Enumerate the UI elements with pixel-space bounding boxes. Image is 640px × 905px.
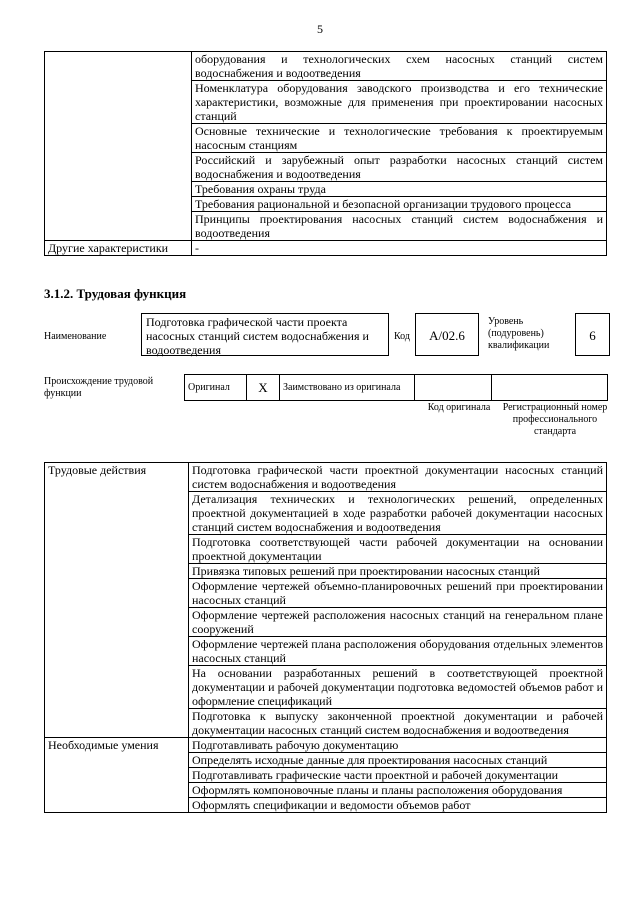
- name-label: Наименование: [44, 331, 107, 342]
- knowledge-item: оборудования и технологических схем насосных станций систем водоснабжения и водоотведения: [192, 52, 607, 81]
- skill-item: Подготавливать рабочую документацию: [189, 738, 607, 753]
- actions-label: Трудовые действия: [45, 463, 189, 738]
- knowledge-item: Принципы проектирования насосных станций систем водоснабжения и водоотведения: [192, 212, 607, 241]
- skill-item: Оформлять спецификации и ведомости объемов работ: [189, 798, 607, 813]
- code-caption: Код оригинала: [427, 402, 491, 413]
- function-level: 6: [575, 313, 610, 356]
- function-code: А/02.6: [415, 313, 479, 356]
- knowledge-item: Российский и зарубежный опыт разработки насосных станций систем водоснабжения и водоотведения: [192, 153, 607, 182]
- table-row: [45, 241, 607, 256]
- page-number: 5: [317, 22, 323, 36]
- section-heading: 3.1.2. Трудовая функция: [44, 286, 187, 301]
- origin-table: [184, 374, 608, 401]
- action-item: Подготовка к выпуску законченной проектной документации и рабочей документации насосных станций систем водоснабжения и водоотведения: [189, 709, 607, 738]
- action-item: Оформление чертежей объемно-планировочных решений при проектировании насосных станций: [189, 579, 607, 608]
- action-item: Привязка типовых решений при проектировании насосных станций: [189, 564, 607, 579]
- original-code-cell: [415, 375, 492, 401]
- action-item: Подготовка графической части проектной документации насосных станций систем водоснабжения и водоотведения: [189, 463, 607, 492]
- knowledge-item: Номенклатура оборудования заводского производства и его технические характеристики, возможные для применения при проектировании насосных станций: [192, 81, 607, 124]
- action-item: Оформление чертежей плана расположения оборудования отдельных элементов насосных станций: [189, 637, 607, 666]
- original-label: Оригинал: [185, 375, 247, 401]
- skill-item: Определять исходные данные для проектирования насосных станций: [189, 753, 607, 768]
- origin-label: Происхождение трудовой функции: [44, 376, 154, 399]
- skill-item: Подготавливать графические части проектной и рабочей документации: [189, 768, 607, 783]
- table-row: [45, 463, 607, 492]
- other-value: -: [192, 241, 607, 256]
- reg-number-cell: [492, 375, 608, 401]
- original-mark: X: [247, 375, 280, 401]
- table-row: [45, 52, 607, 81]
- knowledge-item: Требования рациональной и безопасной организации трудового процесса: [192, 197, 607, 212]
- knowledge-item: Требования охраны труда: [192, 182, 607, 197]
- function-title: Подготовка графической части проекта насосных станций систем водоснабжения и водоотведения: [141, 313, 389, 356]
- action-item: Подготовка соответствующей части рабочей документации на основании проектной документации: [189, 535, 607, 564]
- reg-caption: Регистрационный номер профессионального стандарта: [502, 402, 608, 437]
- table-row: [45, 738, 607, 753]
- skills-label: Необходимые умения: [45, 738, 189, 813]
- code-label: Код: [394, 331, 410, 342]
- action-item: На основании разработанных решений в соответствующей проектной документации и рабочей документации подготовка ведомостей объемов работ и оформление спецификаций: [189, 666, 607, 709]
- knowledge-item: Основные технические и технологические требования к проектируемым насосным станциям: [192, 124, 607, 153]
- borrowed-label: Заимствовано из оригинала: [280, 375, 415, 401]
- row-label-empty: [45, 52, 192, 241]
- main-table: [44, 462, 607, 813]
- top-table-continuation: [44, 51, 607, 256]
- level-label: Уровень (подуровень) квалификации: [488, 316, 550, 351]
- action-item: Оформление чертежей расположения насосных станций на генеральном плане сооружений: [189, 608, 607, 637]
- other-label: Другие характеристики: [45, 241, 192, 256]
- action-item: Детализация технических и технологических решений, определенных проектной документацией в ходе разработки рабочей документации насосных станций систем водоснабжения и водоотведения: [189, 492, 607, 535]
- skill-item: Оформлять компоновочные планы и планы расположения оборудования: [189, 783, 607, 798]
